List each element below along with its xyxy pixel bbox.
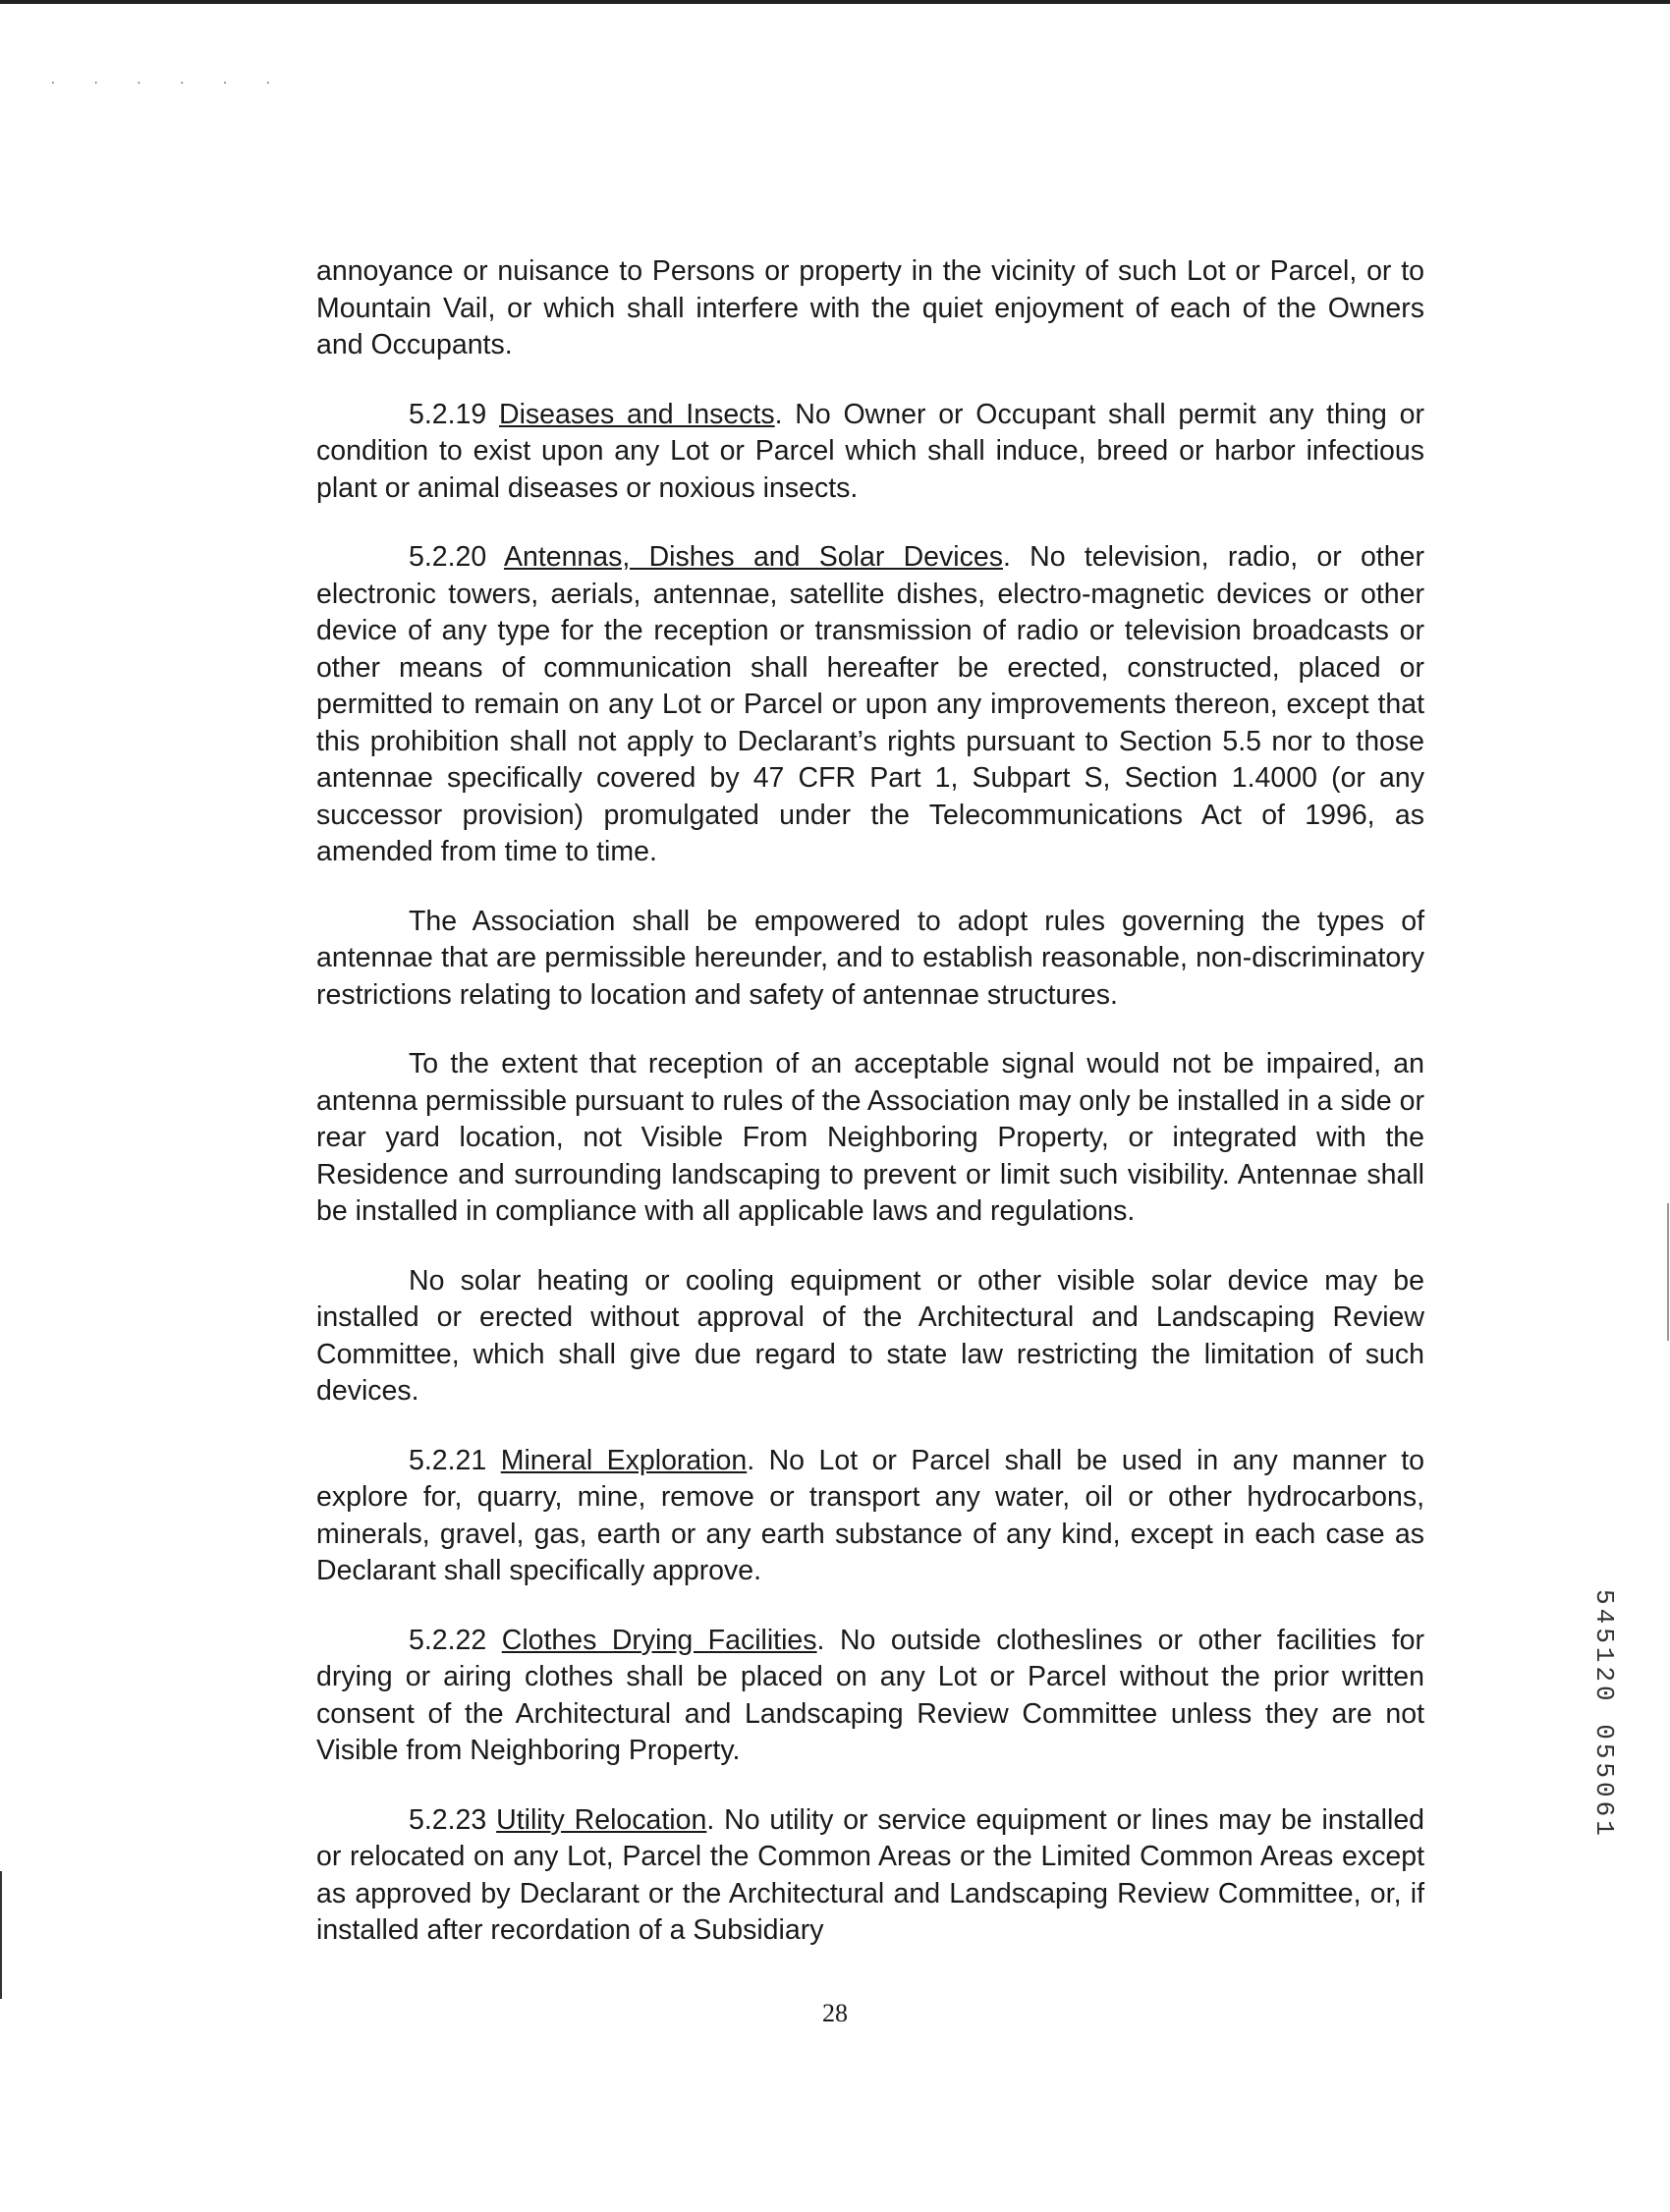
section-number: 5.2.19 (409, 398, 487, 430)
recording-stamp: 545120 055061 (1589, 1589, 1619, 1840)
scan-edge-mark-left (0, 1871, 2, 1999)
paragraph-association-rules (316, 904, 1424, 1015)
section-number: 5.2.22 (409, 1624, 487, 1656)
paragraph-antenna-placement (316, 1046, 1424, 1231)
paragraph-continuation (316, 253, 1424, 364)
paragraph-solar-devices (316, 1263, 1424, 1410)
paragraph-text: To the extent that reception of an acceptable signal would not be impaired, an antenna permissible pursuant to rules of the Association may only be installed in a side or rear yard location, not Visible From Neighboring Property, or integrated with the Residence and surrounding landscaping to prevent or limit such visibility. Antennae shall be installed in compliance with all applicable laws and regulations. (316, 1048, 1424, 1227)
paragraph-text: . No Lot or Parcel shall be used in any manner to explore for, quarry, mine, remove or transport any water, oil or other hydrocarbons, minerals, gravel, gas, earth or any earth substance of any kind, except in each case as Declarant shall specifically approve. (316, 1444, 1425, 1586)
paragraph-text: annoyance or nuisance to Persons or property in the vicinity of such Lot or Parcel, or to Mountain Vail, or which shall interfere with the quiet enjoyment of each of the Owners and Occupants. (316, 255, 1424, 360)
paragraph-5-2-21 (316, 1443, 1424, 1590)
paragraph-text: No solar heating or cooling equipment or other visible solar device may be installed or erected without approval of the Architectural and Landscaping Review Committee, which shall give due regard to state law restricting the limitation of such devices. (316, 1264, 1424, 1407)
section-heading: Mineral Exploration (500, 1444, 748, 1476)
paragraph-text: . No Owner or Occupant shall permit any thing or condition to exist upon any Lot or Parcel which shall induce, breed or harbor infectious plant or animal diseases or noxious insects. (316, 398, 1425, 504)
section-heading: Clothes Drying Facilities (501, 1624, 817, 1656)
section-number: 5.2.21 (409, 1444, 487, 1476)
section-number: 5.2.20 (409, 541, 487, 573)
document-body (316, 253, 1424, 1982)
paragraph-5-2-19 (316, 397, 1424, 508)
section-number: 5.2.23 (409, 1803, 487, 1836)
top-edge-rule (0, 0, 1670, 4)
paragraph-5-2-20 (316, 539, 1424, 871)
scan-edge-mark-right (1667, 1203, 1669, 1341)
paragraph-text: . No outside clotheslines or other facilities for drying or airing clothes shall be placed on any Lot or Parcel without the prior written consent of the Architectural and Landscaping Review Committee unless they are not Visible from Neighboring Property. (316, 1624, 1424, 1766)
section-heading: Antennas, Dishes and Solar Devices (503, 541, 1003, 573)
paragraph-5-2-23 (316, 1802, 1424, 1950)
paragraph-5-2-22 (316, 1623, 1424, 1770)
paragraph-text: . No television, radio, or other electronic towers, aerials, antennae, satellite dishes, electro-magnetic devices or other device of any type for the reception or transmission of radio or television broadcasts or other means of communication shall hereafter be erected, constructed, placed or permitted to remain on any Lot or Parcel or upon any improvements thereon, except that this prohibition shall not apply to Declarant’s rights pursuant to Section 5.5 nor to those antennae specifically covered by 47 CFR Part 1, Subpart S, Section 1.4000 (or any successor provision) promulgated under the Telecommunications Act of 1996, as amended from time to time. (316, 541, 1424, 867)
section-heading: Utility Relocation (496, 1803, 707, 1836)
scan-specks: . . . . . . (51, 71, 288, 86)
paragraph-text: The Association shall be empowered to adopt rules governing the types of antennae that are permissible hereunder, and to establish reasonable, non-discriminatory restrictions relating to location and safety of antennae structures. (316, 905, 1424, 1011)
page-number: 28 (822, 1999, 848, 2027)
section-heading: Diseases and Insects (499, 398, 775, 430)
paragraph-text: . No utility or service equipment or lines may be installed or relocated on any Lot, Parcel the Common Areas or the Limited Common Areas except as approved by Declarant or the Architectural and Landscaping Review Committee, or, if installed after recordation of a Subsidiary (316, 1803, 1425, 1946)
